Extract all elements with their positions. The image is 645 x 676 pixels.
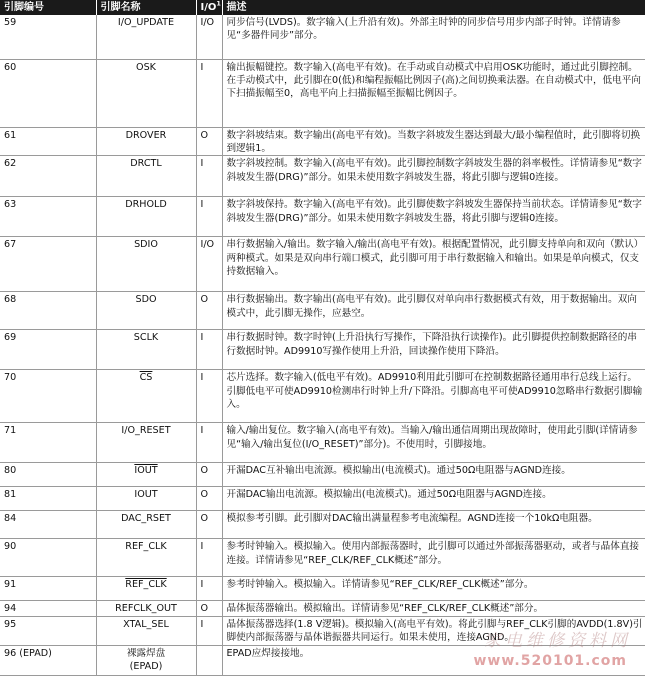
pin-name: I/O_UPDATE xyxy=(96,15,196,59)
pin-description: 参考时钟输入。模拟输入。使用内部振荡器时，此引脚可以通过外部振荡器驱动，或者与晶体直接连接。详情请参见“REF_CLK/REF_CLK概述”部分。 xyxy=(222,539,645,577)
pin-name: IOUT xyxy=(96,463,196,487)
header-io xyxy=(196,0,222,15)
pin-number: 94 xyxy=(0,601,96,616)
pin-number: 80 xyxy=(0,463,96,487)
pin-description: 晶体振荡器选择(1.8 V逻辑)。模拟输入(高电平有效)。将此引脚与REF_CLK引脚的AVDD(1.8V)引脚使内部振荡器与晶体谐振器共同运行。如果未使用，连接AGND。 xyxy=(222,616,645,645)
pin-description: 开漏DAC输出电流源。模拟输出(电流模式)。通过50Ω电阻器与AGND连接。 xyxy=(222,487,645,511)
pin-name: SCLK xyxy=(96,330,196,370)
pin-name: DRHOLD xyxy=(96,197,196,237)
table-row xyxy=(0,156,645,197)
header-pin-name: 引脚名称 xyxy=(96,0,196,15)
pin-io: O xyxy=(196,487,222,511)
pin-io: O xyxy=(196,127,222,156)
pin-description: 串行数据时钟。数字时钟(上升沿执行写操作，下降沿执行读操作)。此引脚提供控制数据路径的串行数据时钟。AD9910写操作使用上升沿，回读操作使用下降沿。 xyxy=(222,330,645,370)
pin-name: REF_CLK xyxy=(96,539,196,577)
pin-name: DAC_RSET xyxy=(96,511,196,539)
pin-io: I xyxy=(196,370,222,423)
pin-number: 63 xyxy=(0,197,96,237)
pin-name: I/O_RESET xyxy=(96,423,196,463)
pin-io: O xyxy=(196,292,222,330)
pin-number: 81 xyxy=(0,487,96,511)
table-row xyxy=(0,601,645,616)
header-io-footnote: 1 xyxy=(216,0,221,8)
watermark-text: 家电维修资料网 xyxy=(484,631,631,651)
pin-name: OSK xyxy=(96,59,196,127)
pin-number: 84 xyxy=(0,511,96,539)
pin-description: 同步信号(LVDS)。数字输入(上升沿有效)。外部主时钟的同步信号用步内部子时钟。详情请参见“多器件同步”部分。 xyxy=(222,15,645,59)
pin-io: I xyxy=(196,330,222,370)
pin-number: 67 xyxy=(0,237,96,292)
table-row xyxy=(0,487,645,511)
watermark-url: www.520101.com xyxy=(473,653,627,669)
pin-io: I xyxy=(196,539,222,577)
table-row xyxy=(0,423,645,463)
table-row xyxy=(0,463,645,487)
pin-io: O xyxy=(196,463,222,487)
table-row xyxy=(0,539,645,577)
pin-io: I xyxy=(196,197,222,237)
pin-name: SDO xyxy=(96,292,196,330)
pin-io: O xyxy=(196,601,222,616)
pin-number: 62 xyxy=(0,156,96,197)
pin-description: 串行数据输入/输出。数字输入/输出(高电平有效)。根据配置情况，此引脚支持单向和双向（默认）两种模式。如果是双向串行端口模式，此引脚可用于串行数据输入和输出。如果是单向模式，仅支持数据输入。 xyxy=(222,237,645,292)
table-row xyxy=(0,15,645,59)
pin-number: 59 xyxy=(0,15,96,59)
table-row xyxy=(0,237,645,292)
pin-number: 90 xyxy=(0,539,96,577)
pin-name: 裸露焊盘 (EPAD) xyxy=(96,645,196,675)
pin-name: $\overline{CS}$ xyxy=(96,370,196,423)
pin-number: 60 xyxy=(0,59,96,127)
pin-number: 91 xyxy=(0,577,96,601)
pin-description: 数字斜坡保持。数字输入(高电平有效)。此引脚使数字斜坡发生器保持当前状态。详情请参见“数字斜坡发生器(DRG)”部分。如果未使用数字斜坡发生器，将此引脚与逻辑0连接。 xyxy=(222,197,645,237)
pin-number: 96 (EPAD) xyxy=(0,645,96,675)
table-row xyxy=(0,127,645,156)
pin-description: 晶体振荡器输出。模拟输出。详情请参见“REF_CLK/REF_CLK概述”部分。 xyxy=(222,601,645,616)
pin-io: I/O xyxy=(196,237,222,292)
pin-number: 71 xyxy=(0,423,96,463)
table-row xyxy=(0,616,645,645)
pin-io: I xyxy=(196,59,222,127)
pin-io: I/O xyxy=(196,15,222,59)
table-row xyxy=(0,59,645,127)
pin-description: 输入/输出复位。数字输入(高电平有效)。当输入/输出通信周期出现故障时，使用此引脚(详情请参见“输入/输出复位(I/O_RESET)”部分)。不使用时，引脚接地。 xyxy=(222,423,645,463)
pin-io: I xyxy=(196,156,222,197)
pin-io: O xyxy=(196,511,222,539)
pin-description: 数字斜坡结束。数字输出(高电平有效)。当数字斜坡发生器达到最大/最小编程值时，此引脚将切换到逻辑1。 xyxy=(222,127,645,156)
table-header-row xyxy=(0,0,645,15)
pin-description: 数字斜坡控制。数字输入(高电平有效)。此引脚控制数字斜坡发生器的斜率极性。详情请参见“数字斜坡发生器(DRG)”部分。如果未使用数字斜坡发生器，将此引脚与逻辑0连接。 xyxy=(222,156,645,197)
pin-io: I xyxy=(196,423,222,463)
pin-name: REFCLK_OUT xyxy=(96,601,196,616)
pin-name: XTAL_SEL xyxy=(96,616,196,645)
pin-name: DROVER xyxy=(96,127,196,156)
pin-io: I xyxy=(196,616,222,645)
pin-number: 70 xyxy=(0,370,96,423)
pin-description: 芯片选择。数字输入(低电平有效)。AD9910利用此引脚可在控制数据路径通用串行总线上运行。引脚低电平可使AD9910检测串行时钟上升/下降沿。引脚高电平可使AD9910忽略串行数据引脚输入。 xyxy=(222,370,645,423)
table-row xyxy=(0,292,645,330)
pin-name: IOUT xyxy=(96,487,196,511)
header-io-label: I/O xyxy=(200,2,217,13)
pin-io: I xyxy=(196,577,222,601)
table-row xyxy=(0,330,645,370)
pin-description: 串行数据输出。数字输出(高电平有效)。此引脚仅对单向串行数据模式有效，用于数据输出。双向模式中，此引脚无操作，应悬空。 xyxy=(222,292,645,330)
table-row xyxy=(0,370,645,423)
pin-description: 开漏DAC互补输出电流源。模拟输出(电流模式)。通过50Ω电阻器与AGND连接。 xyxy=(222,463,645,487)
pin-description: EPAD应焊接接地。 xyxy=(222,645,645,675)
pin-name: SDIO xyxy=(96,237,196,292)
pin-description: 参考时钟输入。模拟输入。详情请参见“REF_CLK/REF_CLK概述”部分。 xyxy=(222,577,645,601)
pin-name: REF_CLK xyxy=(96,577,196,601)
header-pin-number: 引脚编号 xyxy=(0,0,96,15)
pin-description: 模拟参考引脚。此引脚对DAC输出满量程参考电流编程。AGND连接一个10kΩ电阻器。 xyxy=(222,511,645,539)
pin-number: 69 xyxy=(0,330,96,370)
pin-name: DRCTL xyxy=(96,156,196,197)
header-description: 描述 xyxy=(222,0,645,15)
table-row xyxy=(0,511,645,539)
table-row xyxy=(0,577,645,601)
pin-number: 68 xyxy=(0,292,96,330)
pin-number: 61 xyxy=(0,127,96,156)
pin-number: 95 xyxy=(0,616,96,645)
pin-description: 输出振幅键控。数字输入(高电平有效)。在手动或自动模式中启用OSK功能时，通过此引脚控制。在手动模式中，此引脚在0(低)和编程振幅比例因子(高)之间切换乘法器。在自动模式中，低电平向下扫描振幅至0，高电平向上扫描振幅至振幅比例因子。 xyxy=(222,59,645,127)
table-row xyxy=(0,197,645,237)
